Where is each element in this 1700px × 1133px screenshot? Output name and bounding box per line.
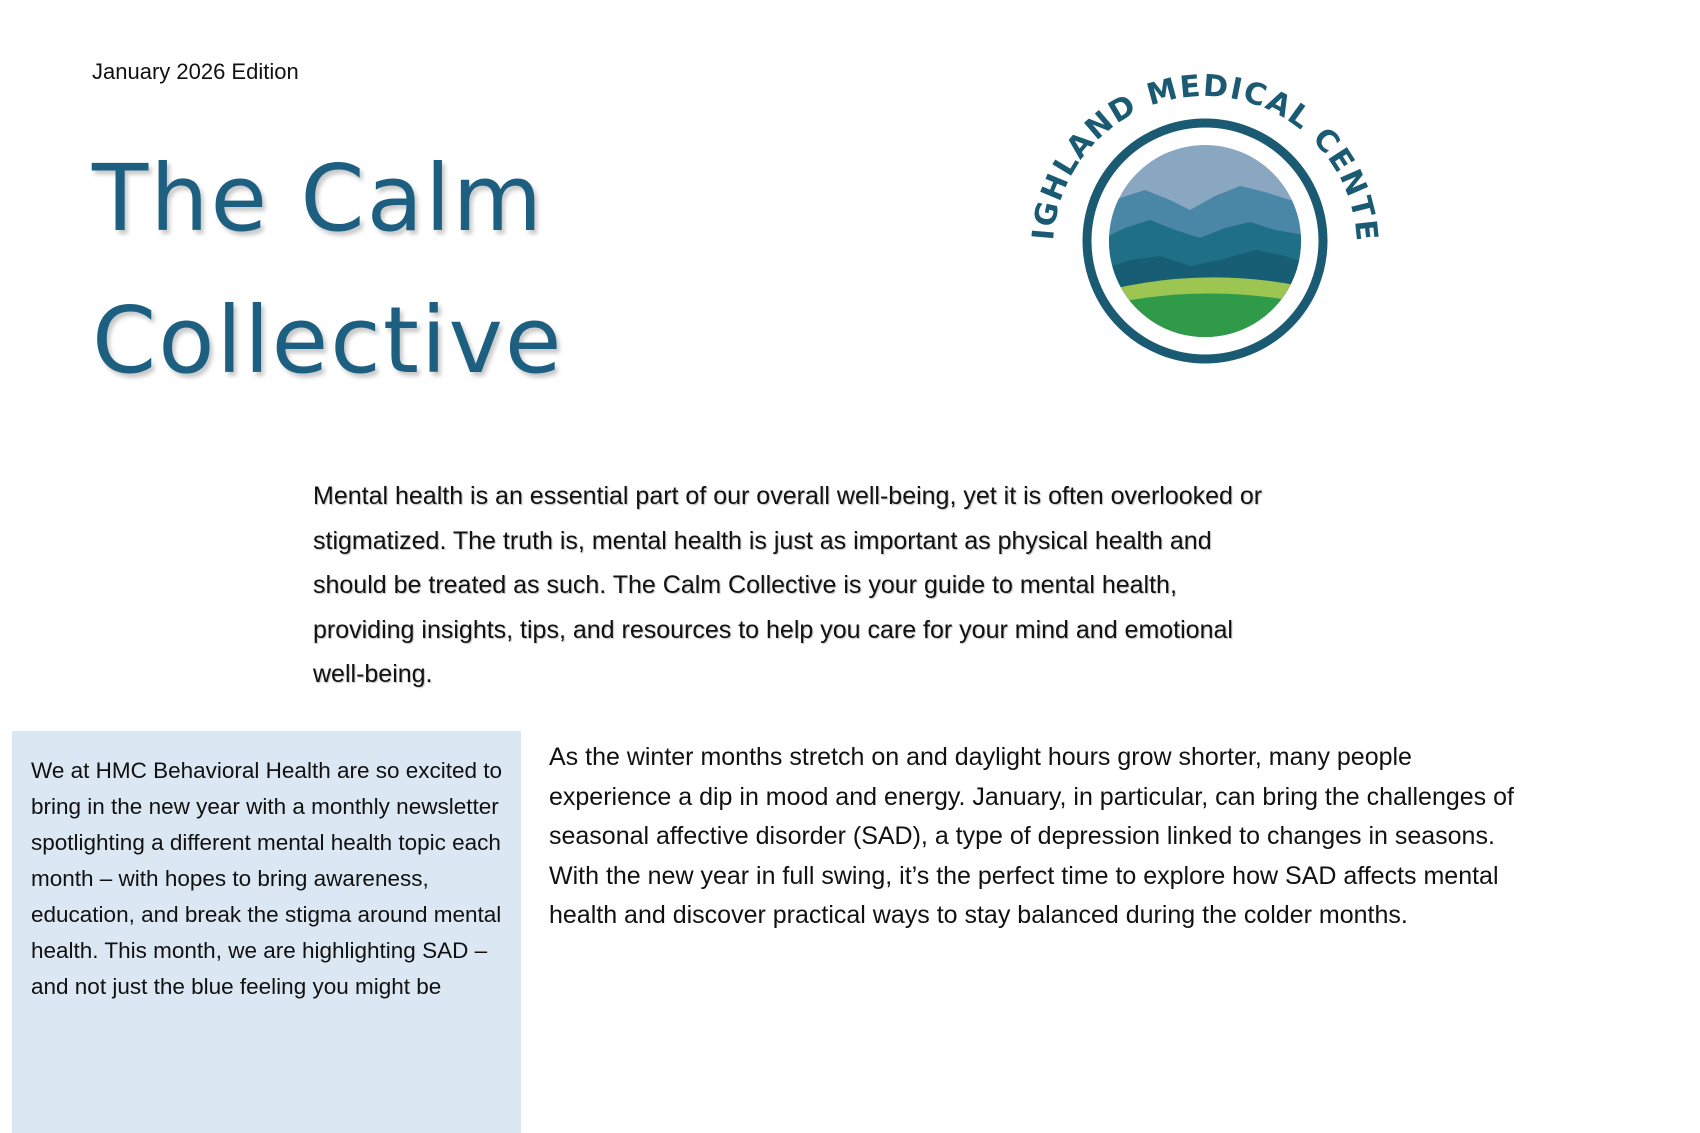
newsletter-title	[92, 128, 564, 412]
intro-paragraph: Mental health is an essential part of our overall well-being, yet it is often overlooked or stigmatized. The truth is, mental health is just as important as physical health and should be treated as such. The Calm Collective is your guide to mental health, providing insights, tips, and resources to help you care for your mind and emotional well-being.	[313, 482, 1263, 688]
mountain-landscape-circle-icon	[1020, 60, 1400, 380]
edition-label: January 2026 Edition	[92, 59, 299, 84]
highland-medical-center-logo	[1020, 60, 1400, 380]
welcome-callout-box	[12, 731, 521, 1133]
main-article-paragraph: As the winter months stretch on and daylight hours grow shorter, many people experience a dip in mood and energy. January, in particular, can bring the challenges of seasonal affective disorder (SAD), a type of depression linked to changes in seasons. With the new year in full swing, it’s the perfect time to explore how SAD affects mental health and discover practical ways to stay balanced during the colder months.	[549, 743, 1514, 930]
title-line-2: Collective	[92, 287, 564, 394]
welcome-callout-text: We at HMC Behavioral Health are so excited to bring in the new year with a monthly newsletter spotlighting a different mental health topic each month – with hopes to bring awareness, education, and break the stigma around mental health. This month, we are highlighting SAD – and not just the blue feeling you might be	[31, 758, 503, 999]
logo-wordmark: IGHLAND MEDICAL CENTE	[1026, 68, 1385, 244]
title-line-1: The Calm	[92, 145, 545, 252]
